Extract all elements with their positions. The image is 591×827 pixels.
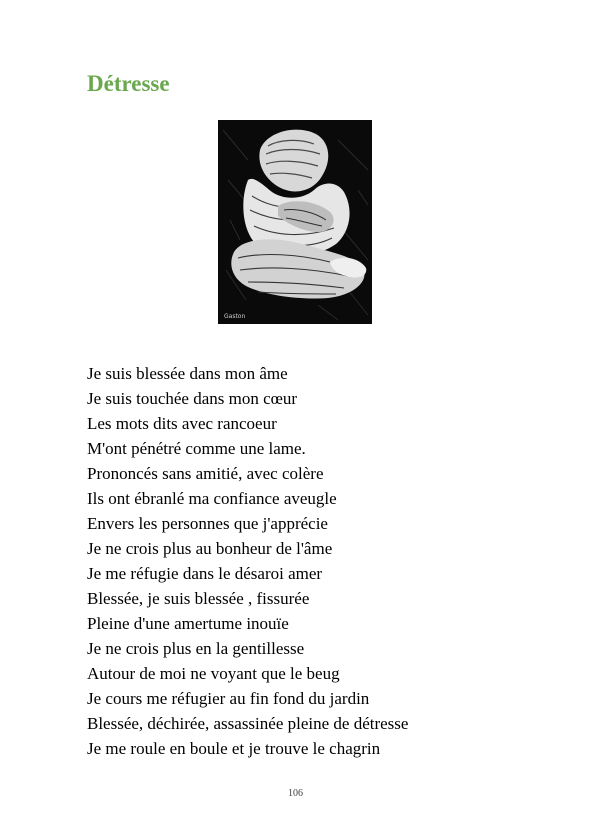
- poem-line: Je ne crois plus au bonheur de l'âme: [87, 539, 333, 558]
- poem-title: Détresse: [87, 71, 170, 96]
- poem-line: Je ne crois plus en la gentillesse: [87, 639, 305, 658]
- poem-line: Blessée, je suis blessée , fissurée: [87, 589, 310, 608]
- poem-line: Les mots dits avec rancoeur: [87, 414, 277, 433]
- poem-body: [87, 361, 408, 761]
- illustration-signature: Gaston: [224, 313, 246, 320]
- poem-line: Autour de moi ne voyant que le beug: [87, 664, 340, 683]
- poem-line: Je suis blessée dans mon âme: [87, 364, 288, 383]
- poem-line: Je me réfugie dans le désaroi amer: [87, 564, 323, 583]
- poem-line: Je me roule en boule et je trouve le chagrin: [87, 739, 381, 758]
- poem-line: Je cours me réfugier au fin fond du jardin: [87, 689, 370, 708]
- poem-line: Prononcés sans amitié, avec colère: [87, 464, 324, 483]
- poem-line: Pleine d'une amertume inouïe: [87, 614, 289, 633]
- poem-line: Ils ont ébranlé ma confiance aveugle: [87, 489, 337, 508]
- poem-line: Envers les personnes que j'apprécie: [87, 514, 328, 533]
- poem-line: Je suis touchée dans mon cœur: [87, 389, 298, 408]
- despair-figure-illustration: [218, 120, 372, 324]
- page-number: 106: [288, 788, 303, 799]
- poem-line: Blessée, déchirée, assassinée pleine de détresse: [87, 714, 409, 733]
- poem-line: M'ont pénétré comme une lame.: [87, 439, 306, 458]
